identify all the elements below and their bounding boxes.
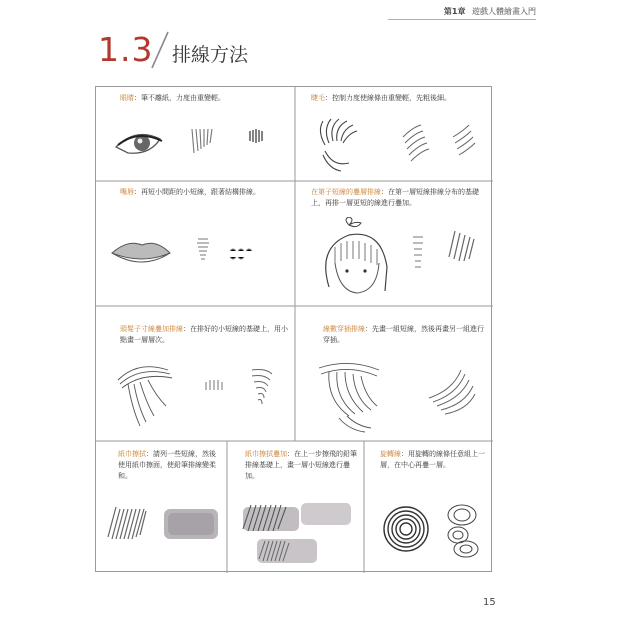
- hair-cross-sketch: [309, 358, 489, 438]
- caption-text: ：用旋轉的線條任意組上一層，在中心再疊一層。: [380, 450, 485, 469]
- section-number: 1.3: [98, 30, 154, 69]
- caption-layered: [311, 187, 489, 209]
- cell-tissue-overlay: [227, 441, 364, 573]
- caption-text: ：筆不離紙，力度由重變輕。: [134, 94, 225, 102]
- caption-keyword: 眼睛: [120, 94, 134, 102]
- caption-hair-layers: [120, 324, 290, 346]
- page-number: 15: [483, 597, 496, 608]
- eye-sketch: [110, 123, 290, 173]
- technique-grid: [95, 86, 492, 572]
- caption-keyword: 睫毛: [311, 94, 325, 102]
- tissue-overlay-sketch: [235, 497, 361, 569]
- caption-lips: [120, 187, 290, 198]
- cell-crossing: [295, 306, 493, 441]
- caption-eye: [120, 93, 290, 104]
- chapter-label: 第1章: [443, 7, 466, 16]
- caption-text: ：在第一層短線排線分布的基礎上，再排一層更短的線進行疊加。: [311, 188, 479, 207]
- caption-keyword: 在第子短線的疊層排線: [311, 188, 381, 196]
- cell-hair-layers: [96, 306, 295, 441]
- caption-tissue-overlay: [245, 449, 361, 482]
- cell-spiral: [364, 441, 493, 573]
- caption-crossing: [323, 324, 489, 346]
- lips-sketch: [106, 231, 292, 291]
- spiral-sketch: [374, 491, 490, 569]
- cell-tissue: [96, 441, 227, 573]
- caption-eyelashes: [311, 93, 489, 104]
- running-header: [388, 6, 536, 20]
- cell-lips: [96, 181, 295, 306]
- eyelash-sketch: [313, 111, 491, 177]
- cell-eye: [96, 87, 295, 181]
- caption-keyword: 線數穿插排線: [323, 325, 365, 333]
- caption-keyword: 紙巾擦拭: [118, 450, 146, 458]
- caption-text: ：請列一些短線，然後使用紙巾擦面，使鉛筆排線變柔和。: [118, 450, 216, 480]
- caption-text: ：再短小間距的小短線，跟著結構排線。: [134, 188, 260, 196]
- hair-dots-sketch: [108, 356, 292, 438]
- section-title: 排線方法: [172, 44, 249, 66]
- girl-hair-sketch: [309, 217, 489, 303]
- tissue-sketch: [102, 501, 224, 551]
- caption-keyword: 嘴唇: [120, 188, 134, 196]
- caption-keyword: 紙巾擦拭疊加: [245, 450, 287, 458]
- cell-layered-lines: [295, 181, 493, 306]
- caption-keyword: 旋轉線: [380, 450, 401, 458]
- caption-keyword: 頭髮子寸線疊加排線: [120, 325, 183, 333]
- divider-slash: [148, 28, 172, 72]
- caption-spiral: [380, 449, 490, 471]
- caption-text: ：控制力度使線條由重變輕，先粗後細。: [325, 94, 451, 102]
- caption-tissue: [118, 449, 222, 482]
- caption-text: ：先畫一組短線，然後再畫另一組進行穿插。: [323, 325, 484, 344]
- caption-text: ：在上一步擦飛的鉛筆排線基礎上，畫一層小短線進行疊加。: [245, 450, 357, 480]
- chapter-title: 遊戲人體繪畫入門: [472, 7, 536, 16]
- caption-text: ：在排好的小短線的基礎上，用小點畫一層層次。: [120, 325, 288, 344]
- cell-eyelashes: [295, 87, 493, 181]
